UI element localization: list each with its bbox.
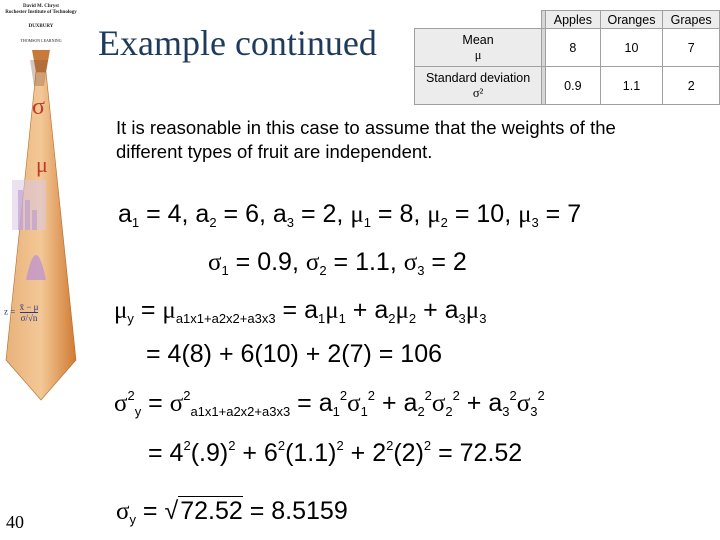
equation-variance-y: $\sigma^2_y = \sigma^2_{a1x1+a2x2+a3x3} = a_1^2\sigma_1^2 + a_2^2\sigma_2^2 + a_3^2\sigma_3^2$: [114, 388, 545, 419]
equation-sd-y: $\sigma_y = √72.52 = 8.5159$: [116, 497, 348, 527]
table-cell: 7: [663, 29, 720, 67]
table-cell: 8: [546, 29, 601, 67]
tie-sigma-symbol: σ: [32, 94, 45, 120]
tie-z-formula: [4, 302, 38, 323]
tie-z-numerator: x̄ − μ: [19, 302, 39, 312]
table-header-row: [415, 11, 720, 29]
fruit-stats-table: [414, 10, 720, 105]
row-symbol: σ²: [472, 85, 484, 100]
table-header-cell: Apples: [546, 11, 601, 29]
table-row: [415, 29, 720, 67]
equation-mean-y: $\mu_y = \mu_{a1x1+a2x2+a3x3} = a_1\mu_1 + a_2\mu_2 + a_3\mu_3$: [114, 296, 487, 326]
table-cell: 1.1: [600, 67, 663, 105]
row-label: Mean: [462, 32, 494, 47]
table-cell: 2: [663, 67, 720, 105]
logo-line2: Rochester Institute of Technology: [5, 10, 77, 15]
table-row: [415, 67, 720, 105]
table-row-header: [415, 67, 542, 105]
table-corner-cell: [415, 11, 542, 29]
table-header-cell: Oranges: [600, 11, 663, 29]
equation-coefficients: $a_1 = 4$, $a_2 = 6$, $a_3 = 2$, $\mu_1 = 8$, $\mu_2 = 10$, $\mu_3 = 7$: [118, 200, 582, 230]
row-label: Standard deviation: [425, 70, 531, 85]
logo-brand: DUXBURY: [28, 24, 54, 29]
row-symbol: μ: [474, 47, 482, 62]
table-cell: 10: [600, 29, 663, 67]
tie-z-lhs: z =: [4, 306, 16, 317]
tie-graphic: [0, 0, 82, 540]
logo-line1: David M. Chryst: [23, 4, 59, 9]
table-header-cell: Grapes: [663, 11, 720, 29]
slide-number: 40: [6, 512, 24, 532]
logo-publisher: THOMSON LEARNING: [20, 38, 62, 43]
tie-z-denominator: σ/√n: [20, 313, 38, 323]
table-row-header: [415, 29, 542, 67]
equation-mean-value: = 4(8) + 6(10) + 2(7) = 106: [146, 340, 443, 368]
table-cell: 0.9: [546, 67, 601, 105]
equation-variance-value: = $4^2(.9)^2 + 6^2(1.1)^2 + 2^2(2)^2 = 72.52$: [148, 438, 523, 467]
slide-title: Example continued: [98, 23, 377, 63]
equation-sigmas: $\sigma_1 = 0.9$, $\sigma_2 = 1.1$, $\sigma_3 = 2$: [208, 248, 467, 278]
tie-mu-symbol: μ: [36, 152, 48, 177]
logo-author: [4, 4, 78, 16]
body-paragraph: It is reasonable in this case to assume that the weights of the different types of fruit are independent.: [116, 117, 616, 162]
